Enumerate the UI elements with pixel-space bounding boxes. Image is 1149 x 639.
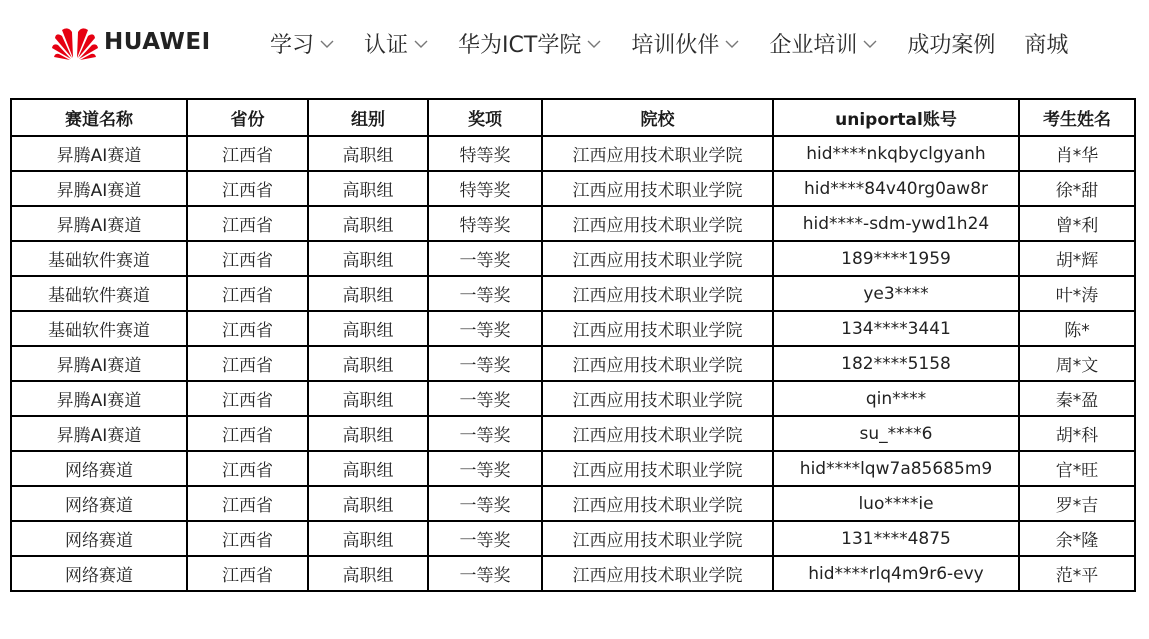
cell-province: 江西省 — [187, 486, 308, 521]
cell-province: 江西省 — [187, 206, 308, 241]
cell-school: 江西应用技术职业学院 — [542, 416, 773, 451]
cell-group: 高职组 — [308, 136, 428, 171]
cell-group: 高职组 — [308, 556, 428, 591]
nav-item-success-cases[interactable] — [907, 28, 995, 59]
cell-candidate-name: 曾*利 — [1019, 206, 1135, 241]
table-body — [11, 136, 1135, 591]
cell-school: 江西应用技术职业学院 — [542, 556, 773, 591]
cell-award: 一等奖 — [428, 311, 542, 346]
cell-candidate-name: 徐*甜 — [1019, 171, 1135, 206]
cell-award: 特等奖 — [428, 206, 542, 241]
table-row — [11, 486, 1135, 521]
results-table-wrapper — [10, 98, 1136, 592]
cell-school: 江西应用技术职业学院 — [542, 206, 773, 241]
cell-track-name: 昇腾AI赛道 — [11, 206, 187, 241]
cell-track-name: 昇腾AI赛道 — [11, 171, 187, 206]
cell-school: 江西应用技术职业学院 — [542, 276, 773, 311]
cell-award: 一等奖 — [428, 381, 542, 416]
cell-award: 一等奖 — [428, 241, 542, 276]
cell-track-name: 网络赛道 — [11, 556, 187, 591]
cell-track-name: 网络赛道 — [11, 521, 187, 556]
cell-group: 高职组 — [308, 241, 428, 276]
table-row — [11, 276, 1135, 311]
results-table — [10, 98, 1136, 592]
column-header-track-name: 赛道名称 — [11, 99, 187, 136]
cell-group: 高职组 — [308, 346, 428, 381]
cell-uniportal-account: qin**** — [773, 381, 1019, 416]
chevron-down-icon — [320, 39, 334, 49]
nav-item-label: 企业培训 — [769, 33, 858, 58]
cell-award: 一等奖 — [428, 346, 542, 381]
cell-province: 江西省 — [187, 171, 308, 206]
table-header-row — [11, 99, 1135, 136]
cell-track-name: 昇腾AI赛道 — [11, 381, 187, 416]
nav-item-label: 培训伙伴 — [631, 33, 720, 58]
cell-uniportal-account: 182****5158 — [773, 346, 1019, 381]
nav-item-enterprise-training[interactable] — [769, 28, 877, 59]
column-header-province: 省份 — [187, 99, 308, 136]
cell-award: 一等奖 — [428, 416, 542, 451]
cell-uniportal-account: hid****lqw7a85685m9 — [773, 451, 1019, 486]
cell-province: 江西省 — [187, 521, 308, 556]
cell-uniportal-account: hid****-sdm-ywd1h24 — [773, 206, 1019, 241]
cell-candidate-name: 周*文 — [1019, 346, 1135, 381]
cell-candidate-name: 罗*吉 — [1019, 486, 1135, 521]
table-row — [11, 346, 1135, 381]
cell-school: 江西应用技术职业学院 — [542, 171, 773, 206]
chevron-down-icon — [587, 39, 601, 49]
table-row — [11, 171, 1135, 206]
site-header — [0, 0, 1149, 92]
cell-group: 高职组 — [308, 416, 428, 451]
cell-uniportal-account: hid****rlq4m9r6-evy — [773, 556, 1019, 591]
cell-group: 高职组 — [308, 276, 428, 311]
cell-group: 高职组 — [308, 311, 428, 346]
cell-school: 江西应用技术职业学院 — [542, 346, 773, 381]
table-row — [11, 136, 1135, 171]
cell-uniportal-account: su_****6 — [773, 416, 1019, 451]
cell-track-name: 基础软件赛道 — [11, 276, 187, 311]
nav-item-label: 学习 — [270, 33, 315, 58]
table-row — [11, 206, 1135, 241]
cell-group: 高职组 — [308, 206, 428, 241]
cell-group: 高职组 — [308, 381, 428, 416]
cell-province: 江西省 — [187, 276, 308, 311]
cell-candidate-name: 胡*科 — [1019, 416, 1135, 451]
nav-item-learn[interactable] — [270, 28, 334, 59]
nav-item-label: 华为ICT学院 — [458, 33, 582, 58]
nav-item-label: 认证 — [364, 33, 409, 58]
table-row — [11, 311, 1135, 346]
cell-track-name: 昇腾AI赛道 — [11, 416, 187, 451]
nav-item-label: 成功案例 — [907, 33, 996, 58]
huawei-logo[interactable] — [52, 24, 211, 60]
column-header-award: 奖项 — [428, 99, 542, 136]
cell-group: 高职组 — [308, 521, 428, 556]
column-header-group: 组别 — [308, 99, 428, 136]
column-header-uniportal-account: uniportal账号 — [773, 99, 1019, 136]
cell-uniportal-account: 189****1959 — [773, 241, 1019, 276]
table-row — [11, 381, 1135, 416]
cell-group: 高职组 — [308, 451, 428, 486]
cell-province: 江西省 — [187, 346, 308, 381]
cell-school: 江西应用技术职业学院 — [542, 136, 773, 171]
cell-province: 江西省 — [187, 241, 308, 276]
cell-track-name: 昇腾AI赛道 — [11, 346, 187, 381]
huawei-flower-icon — [52, 24, 98, 60]
nav-item-training-partners[interactable] — [631, 28, 739, 59]
cell-uniportal-account: 134****3441 — [773, 311, 1019, 346]
cell-school: 江西应用技术职业学院 — [542, 381, 773, 416]
cell-school: 江西应用技术职业学院 — [542, 241, 773, 276]
chevron-down-icon — [414, 39, 428, 49]
table-row — [11, 241, 1135, 276]
cell-award: 一等奖 — [428, 521, 542, 556]
chevron-down-icon — [725, 39, 739, 49]
cell-province: 江西省 — [187, 451, 308, 486]
cell-candidate-name: 余*隆 — [1019, 521, 1135, 556]
cell-group: 高职组 — [308, 171, 428, 206]
column-header-candidate-name: 考生姓名 — [1019, 99, 1135, 136]
cell-province: 江西省 — [187, 416, 308, 451]
cell-award: 一等奖 — [428, 276, 542, 311]
table-row — [11, 556, 1135, 591]
nav-item-ict-academy[interactable] — [458, 28, 601, 59]
cell-province: 江西省 — [187, 556, 308, 591]
cell-province: 江西省 — [187, 136, 308, 171]
cell-candidate-name: 胡*辉 — [1019, 241, 1135, 276]
cell-candidate-name: 官*旺 — [1019, 451, 1135, 486]
cell-group: 高职组 — [308, 486, 428, 521]
cell-track-name: 基础软件赛道 — [11, 311, 187, 346]
cell-uniportal-account: hid****nkqbyclgyanh — [773, 136, 1019, 171]
cell-candidate-name: 叶*涛 — [1019, 276, 1135, 311]
logo-text: HUAWEI — [104, 28, 211, 55]
cell-province: 江西省 — [187, 381, 308, 416]
cell-province: 江西省 — [187, 311, 308, 346]
cell-track-name: 基础软件赛道 — [11, 241, 187, 276]
table-row — [11, 416, 1135, 451]
cell-candidate-name: 秦*盈 — [1019, 381, 1135, 416]
table-row — [11, 521, 1135, 556]
nav-item-label: 商城 — [1024, 33, 1069, 58]
cell-uniportal-account: ye3**** — [773, 276, 1019, 311]
nav-item-store[interactable] — [1024, 28, 1068, 59]
cell-award: 特等奖 — [428, 136, 542, 171]
cell-school: 江西应用技术职业学院 — [542, 521, 773, 556]
cell-track-name: 网络赛道 — [11, 486, 187, 521]
cell-award: 一等奖 — [428, 486, 542, 521]
main-nav — [270, 28, 1068, 59]
cell-award: 特等奖 — [428, 171, 542, 206]
cell-award: 一等奖 — [428, 556, 542, 591]
cell-uniportal-account: luo****ie — [773, 486, 1019, 521]
chevron-down-icon — [863, 39, 877, 49]
cell-candidate-name: 肖*华 — [1019, 136, 1135, 171]
cell-school: 江西应用技术职业学院 — [542, 311, 773, 346]
table-row — [11, 451, 1135, 486]
cell-school: 江西应用技术职业学院 — [542, 451, 773, 486]
cell-track-name: 网络赛道 — [11, 451, 187, 486]
cell-award: 一等奖 — [428, 451, 542, 486]
cell-uniportal-account: hid****84v40rg0aw8r — [773, 171, 1019, 206]
cell-candidate-name: 范*平 — [1019, 556, 1135, 591]
cell-uniportal-account: 131****4875 — [773, 521, 1019, 556]
nav-item-certification[interactable] — [364, 28, 428, 59]
cell-track-name: 昇腾AI赛道 — [11, 136, 187, 171]
cell-candidate-name: 陈* — [1019, 311, 1135, 346]
column-header-school: 院校 — [542, 99, 773, 136]
cell-school: 江西应用技术职业学院 — [542, 486, 773, 521]
